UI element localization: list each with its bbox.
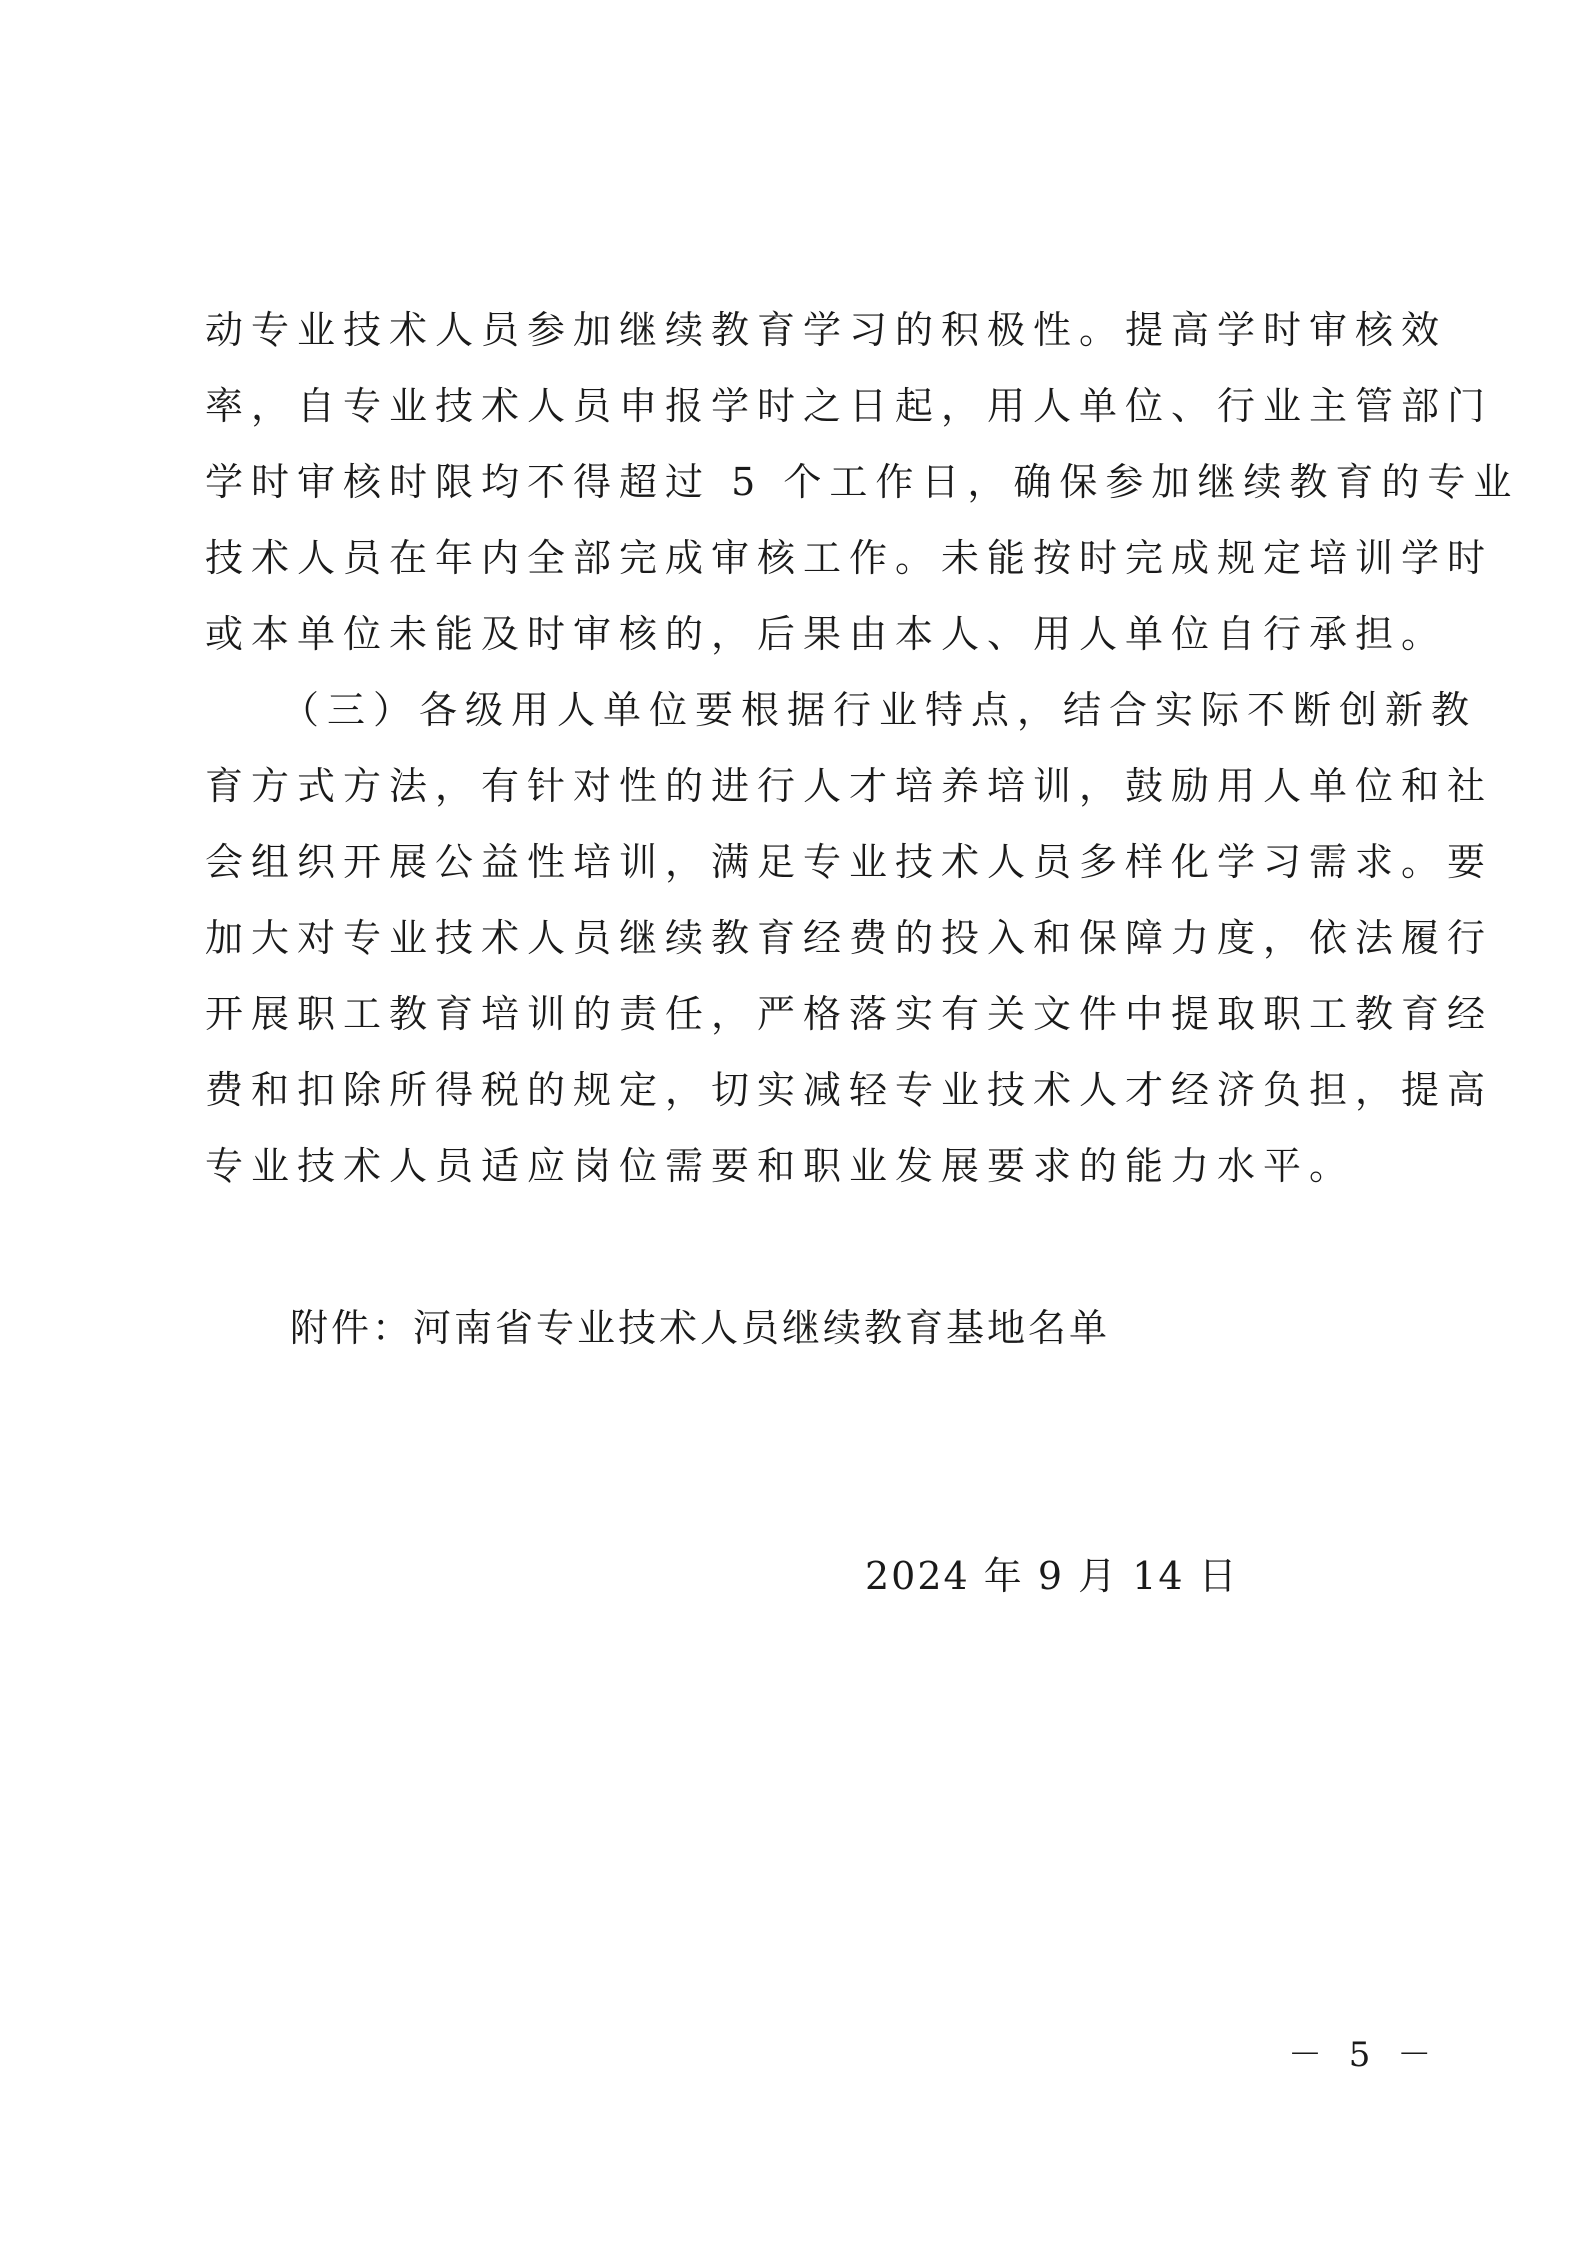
- paragraph-line: 或本单位未能及时审核的，后果由本人、用人单位自行承担。: [205, 612, 1448, 656]
- document-date: 2024 年 9 月 14 日: [865, 1554, 1239, 1598]
- paragraph-line: （三）各级用人单位要根据行业特点，结合实际不断创新教: [281, 688, 1478, 732]
- paragraph-line: 费和扣除所得税的规定，切实减轻专业技术人才经济负担，提高: [205, 1068, 1494, 1112]
- attachment-note: 附件：河南省专业技术人员继续教育基地名单: [290, 1306, 1111, 1350]
- paragraph-line: 专业技术人员适应岗位需要和职业发展要求的能力水平。: [205, 1144, 1356, 1188]
- paragraph-line: 开展职工教育培训的责任，严格落实有关文件中提取职工教育经: [205, 992, 1494, 1036]
- page-number: － 5 －: [1288, 2035, 1440, 2075]
- paragraph-line: 学时审核时限均不得超过 5 个工作日，确保参加继续教育的专业: [205, 460, 1520, 504]
- paragraph-line: 加大对专业技术人员继续教育经费的投入和保障力度，依法履行: [205, 916, 1494, 960]
- paragraph-line: 率，自专业技术人员申报学时之日起，用人单位、行业主管部门: [205, 384, 1494, 428]
- paragraph-line: 育方式方法，有针对性的进行人才培养培训，鼓励用人单位和社: [205, 764, 1494, 808]
- paragraph-line: 动专业技术人员参加继续教育学习的积极性。提高学时审核效: [205, 308, 1448, 352]
- paragraph-line: 会组织开展公益性培训，满足专业技术人员多样化学习需求。要: [205, 840, 1494, 884]
- paragraph-line: 技术人员在年内全部完成审核工作。未能按时完成规定培训学时: [205, 536, 1494, 580]
- body-text: [205, 292, 1520, 1204]
